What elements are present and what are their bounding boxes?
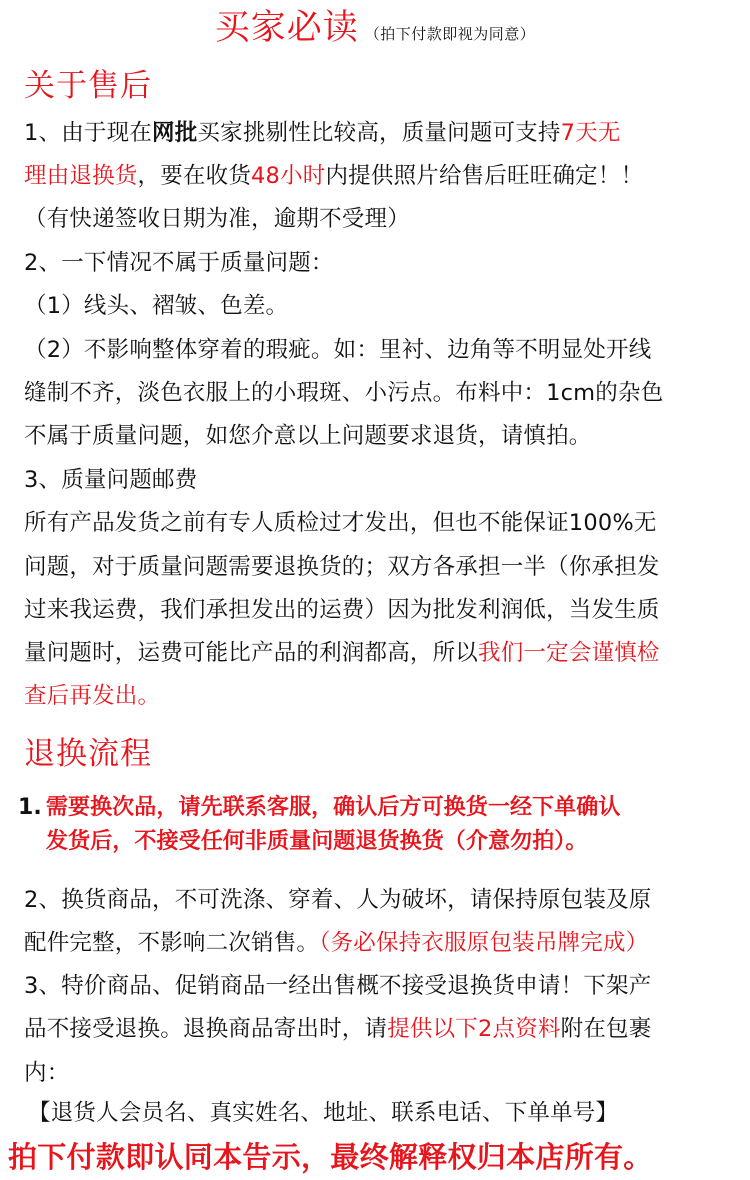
return-item-3-line-1: 3、特价商品、促销商品一经出售概不接受退换货申请！下架产 bbox=[24, 973, 652, 999]
text-segment: 配件完整，不影响二次销售。 bbox=[24, 930, 320, 956]
page-subtitle: （拍下付款即视为同意） bbox=[364, 25, 536, 43]
text-segment: ，要在收货 bbox=[137, 163, 252, 189]
highlight-text-segment: 理由退换货 bbox=[24, 163, 138, 189]
text-segment: 附在包裹 bbox=[560, 1016, 652, 1042]
after-sales-item-3-line-4 bbox=[24, 638, 660, 668]
after-sales-item-2-sub-2-line-2: 缝制不齐，淡色衣服上的小瑕斑、小污点。布料中：1cm的杂色 bbox=[24, 380, 664, 406]
section-heading-return-process: 退换流程 bbox=[24, 736, 152, 772]
text-segment: 内提供照片给售后旺旺确定！！ bbox=[325, 163, 644, 189]
highlight-text-segment: 提供以下2点资料 bbox=[387, 1016, 561, 1042]
after-sales-item-3-line-1: 所有产品发货之前有专人质检过才发出，但也不能保证100%无 bbox=[24, 510, 657, 536]
after-sales-item-2-title: 2、一下情况不属于质量问题： bbox=[24, 250, 334, 276]
highlight-text-segment: 我们一定会谨慎检 bbox=[478, 640, 660, 666]
section-heading-after-sales: 关于售后 bbox=[24, 68, 152, 104]
page-title: 买家必读 bbox=[214, 8, 359, 48]
highlight-text-segment: 需要换次品，请先联系客服，确认后方可换货一经下单确认 bbox=[45, 795, 621, 820]
after-sales-item-1-line-2 bbox=[24, 161, 643, 191]
after-sales-item-2-sub-2-line-3: 不属于质量问题，如您介意以上问题要求退货，请慎拍。 bbox=[24, 423, 592, 449]
text-segment: 买家挑剔性比较高，质量问题可支持 bbox=[197, 120, 561, 146]
after-sales-item-3-title: 3、质量问题邮费 bbox=[24, 467, 198, 493]
text-segment: 品不接受退换。退换商品寄出时，请 bbox=[24, 1016, 388, 1042]
after-sales-item-3-line-2: 问题，对于质量问题需要退换货的；双方各承担一半（你承担发 bbox=[24, 554, 660, 580]
footer-notice: 拍下付款即认同本告示，最终解释权归本店所有。 bbox=[8, 1140, 653, 1174]
text-segment: 量问题时，运费可能比产品的利润都高，所以 bbox=[24, 640, 479, 666]
highlight-text-segment: 7天无 bbox=[560, 120, 621, 146]
return-item-2-line-1: 2、换货商品，不可洗涤、穿着、人为破坏，请保持原包装及原 bbox=[24, 887, 652, 913]
after-sales-item-3-line-5: 查后再发出。 bbox=[24, 683, 161, 709]
after-sales-item-2-sub-2-line-1: （2）不影响整体穿着的瑕疵。如：里衬、边角等不明显处开线 bbox=[24, 337, 652, 363]
return-item-3-line-3: 内： bbox=[24, 1060, 70, 1086]
after-sales-item-1-line-1 bbox=[24, 118, 621, 148]
page-header bbox=[0, 6, 750, 50]
highlight-text-segment: （务必保持衣服原包装吊牌完成） bbox=[319, 930, 649, 956]
list-number: 1. bbox=[18, 795, 42, 820]
highlight-text-segment: 发货后，不接受任何非质量问题退货换货（介意勿拍）。 bbox=[46, 829, 588, 854]
after-sales-item-2-sub-1: （1）线头、褶皱、色差。 bbox=[24, 293, 289, 319]
text-segment: 1、由于现在 bbox=[24, 120, 153, 146]
bold-text-segment: 网批 bbox=[152, 120, 198, 146]
return-item-2-line-2 bbox=[24, 928, 648, 958]
highlight-text-segment: 48小时 bbox=[251, 163, 326, 189]
after-sales-item-3-line-3: 过来我运费，我们承担发出的运费）因为批发利润低，当发生质 bbox=[24, 597, 660, 623]
return-item-1-line-2 bbox=[46, 827, 588, 857]
return-info-required: 【退货人会员名、真实姓名、地址、联系电话、下单单号】 bbox=[28, 1100, 619, 1126]
return-item-1-line-1 bbox=[18, 793, 620, 823]
return-item-3-line-2 bbox=[24, 1014, 651, 1044]
after-sales-item-1-note: （有快递签收日期为准，逾期不受理） bbox=[24, 206, 410, 232]
